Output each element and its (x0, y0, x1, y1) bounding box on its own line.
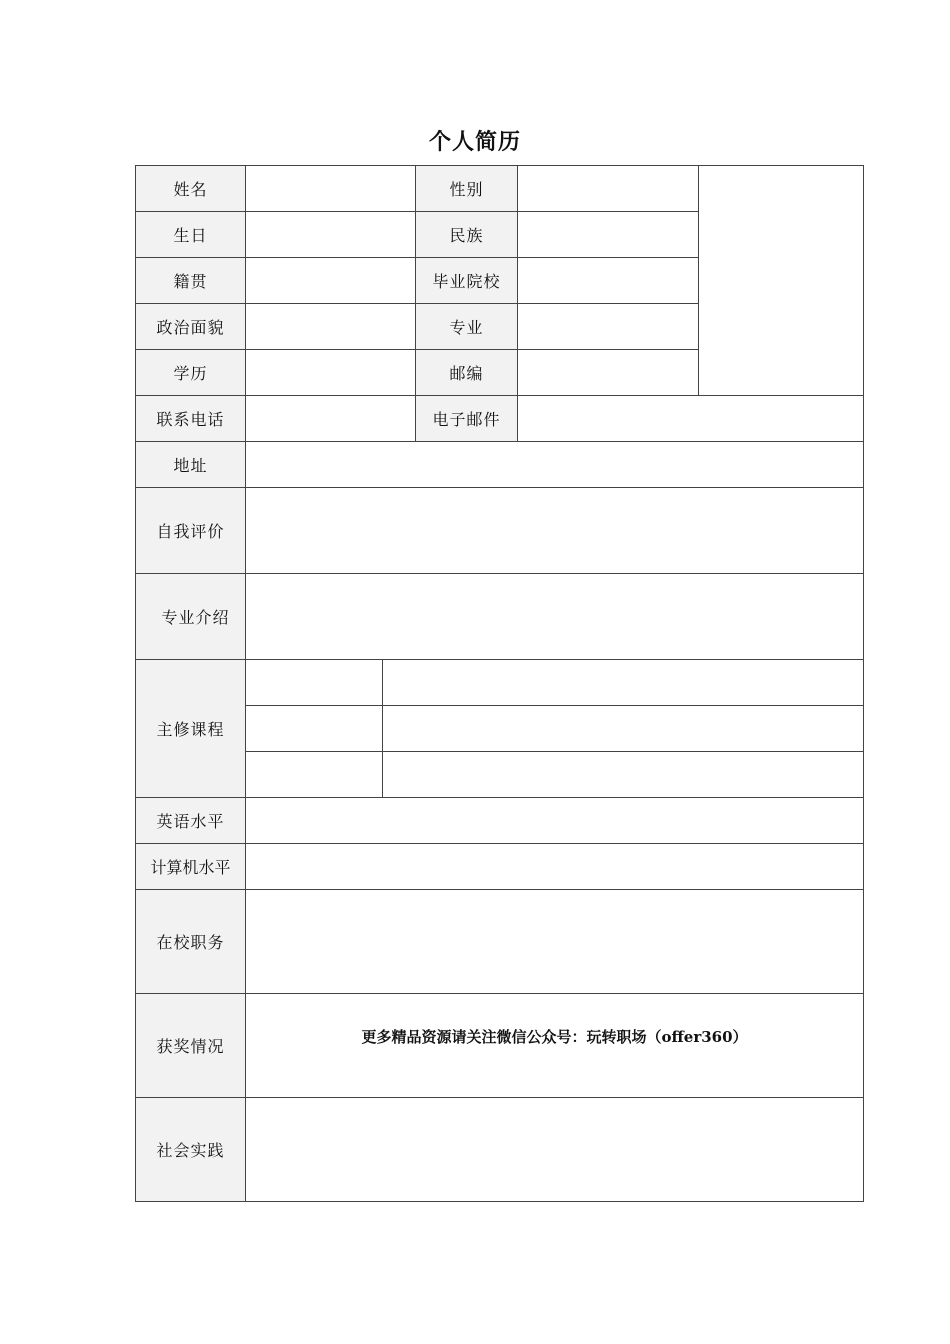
education-field[interactable] (246, 350, 416, 396)
course-name-cell[interactable] (246, 752, 383, 798)
name-label: 姓名 (136, 166, 246, 212)
course-detail-cell[interactable] (383, 752, 864, 798)
gender-label: 性别 (416, 166, 518, 212)
native-place-field[interactable] (246, 258, 416, 304)
ethnicity-field[interactable] (518, 212, 699, 258)
ethnicity-label: 民族 (416, 212, 518, 258)
social-practice-field[interactable] (246, 1098, 864, 1202)
course-detail-cell[interactable] (383, 706, 864, 752)
gender-field[interactable] (518, 166, 699, 212)
awards-label: 获奖情况 (136, 994, 246, 1098)
major-field[interactable] (518, 304, 699, 350)
name-field[interactable] (246, 166, 416, 212)
english-level-field[interactable] (246, 798, 864, 844)
native-place-label: 籍贯 (136, 258, 246, 304)
email-field[interactable] (518, 396, 864, 442)
political-status-field[interactable] (246, 304, 416, 350)
school-field[interactable] (518, 258, 699, 304)
major-intro-field[interactable] (246, 574, 864, 660)
email-label: 电子邮件 (416, 396, 518, 442)
postcode-field[interactable] (518, 350, 699, 396)
school-label: 毕业院校 (416, 258, 518, 304)
political-status-label: 政治面貌 (136, 304, 246, 350)
computer-level-label: 计算机水平 (136, 844, 246, 890)
course-name-cell[interactable] (246, 706, 383, 752)
awards-field[interactable] (246, 994, 864, 1098)
page-title: 个人简历 (428, 129, 521, 155)
major-label: 专业 (416, 304, 518, 350)
social-practice-label: 社会实践 (136, 1098, 246, 1202)
campus-positions-field[interactable] (246, 890, 864, 994)
birthday-label: 生日 (136, 212, 246, 258)
postcode-label: 邮编 (416, 350, 518, 396)
campus-positions-label: 在校职务 (136, 890, 246, 994)
course-detail-cell[interactable] (383, 660, 864, 706)
english-level-label: 英语水平 (136, 798, 246, 844)
self-evaluation-label: 自我评价 (136, 488, 246, 574)
photo-box[interactable] (699, 166, 864, 396)
computer-level-field[interactable] (246, 844, 864, 890)
self-evaluation-field[interactable] (246, 488, 864, 574)
address-label: 地址 (136, 442, 246, 488)
resume-table (135, 165, 864, 1202)
phone-field[interactable] (246, 396, 416, 442)
birthday-field[interactable] (246, 212, 416, 258)
major-intro-label: 专业介绍 (136, 574, 246, 660)
address-field[interactable] (246, 442, 864, 488)
courses-label: 主修课程 (136, 660, 246, 798)
phone-label: 联系电话 (136, 396, 246, 442)
course-name-cell[interactable] (246, 660, 383, 706)
education-label: 学历 (136, 350, 246, 396)
awards-note: 更多精品资源请关注微信公众号：玩转职场（offer360） (361, 1028, 748, 1046)
